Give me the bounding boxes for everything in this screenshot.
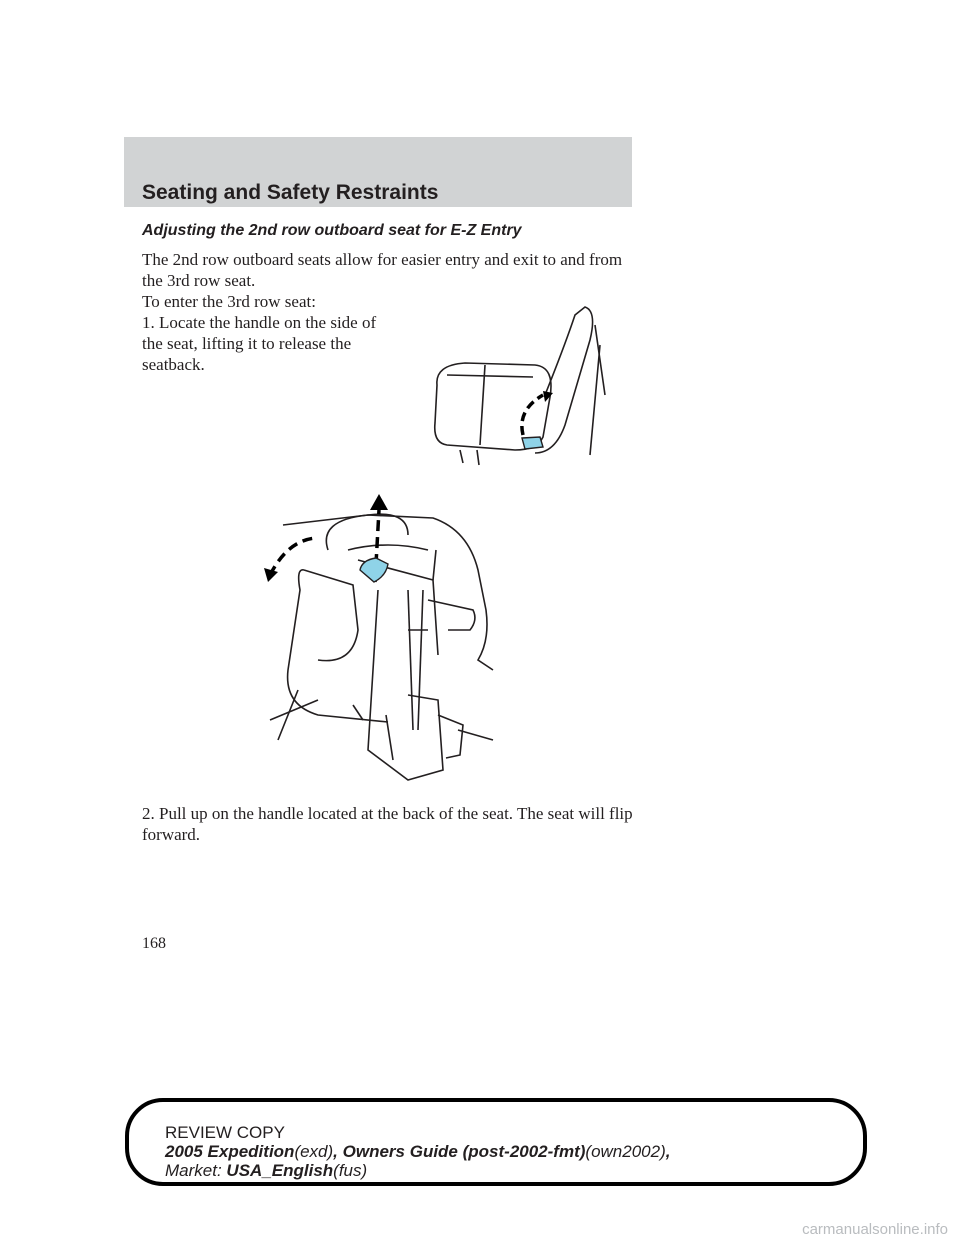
step-1-text: 1. Locate the handle on the side of the seat, lifting it to release the seatback. <box>142 313 377 374</box>
market-line: Market: USA_English(fus) <box>165 1161 368 1180</box>
enter-instruction: To enter the 3rd row seat: <box>142 292 316 311</box>
step-2-text: 2. Pull up on the handle located at the back of the seat. The seat will flip forward. <box>142 804 633 844</box>
seat-side-handle-illustration <box>425 305 615 470</box>
review-copy-label: REVIEW COPY <box>165 1123 285 1142</box>
seat-rear-handle-illustration <box>258 490 503 790</box>
footer-text <box>165 1123 670 1180</box>
page-number: 168 <box>142 935 166 952</box>
header-band <box>124 137 632 207</box>
page-title: Seating and Safety Restraints <box>142 181 439 204</box>
watermark: carmanualsonline.info <box>802 1221 948 1238</box>
document-identifier: 2005 Expedition(exd), Owners Guide (post-2002-fmt)(own2002), <box>165 1142 671 1161</box>
section-heading: Adjusting the 2nd row outboard seat for E-Z Entry <box>142 222 522 239</box>
intro-paragraph: The 2nd row outboard seats allow for easier entry and exit to and from the 3rd row seat. <box>142 250 623 290</box>
